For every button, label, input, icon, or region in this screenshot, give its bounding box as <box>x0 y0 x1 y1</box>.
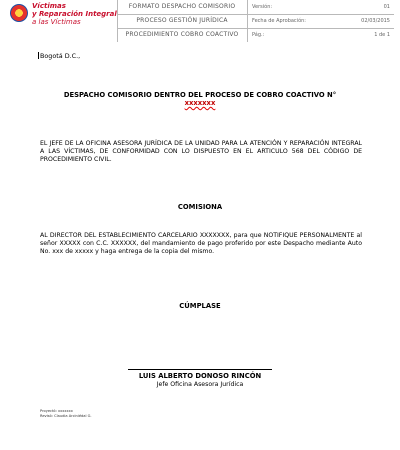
section-commission-heading: COMISIONA <box>177 203 223 211</box>
logo-line-1: Víctimas <box>32 2 66 10</box>
section-comply-heading: CÚMPLASE <box>179 302 221 310</box>
city-text: Bogotá D.C., <box>40 52 81 60</box>
approval-label: Fecha de Aprobación: <box>252 18 306 24</box>
logo-line-2: y Reparación Integral <box>32 10 117 18</box>
city-line[interactable] <box>38 52 80 60</box>
unit-logo-icon <box>10 4 28 22</box>
page-value: 1 de 1 <box>374 32 390 38</box>
logo-cell <box>7 0 118 42</box>
title-text: DESPACHO COMISORIO DENTRO DEL PROCESO DE COBRO COACTIVO N° <box>63 91 337 99</box>
approval-row <box>248 14 394 29</box>
commission-paragraph: AL DIRECTOR DEL ESTABLECIMIENTO CARCELARIO XXXXXXX, para que NOTIFIQUE PERSONALMENTE al señor XXXXX con C.C. XXXXXX, del mandamiento de pago proferido por este Despacho mediante Auto No. xxx de xxxxx y haga entrega de la copia del mismo. <box>40 232 362 255</box>
version-label: Versión: <box>252 4 273 10</box>
signer-role: Jefe Oficina Asesora Jurídica <box>156 381 244 388</box>
document-header <box>7 0 393 42</box>
signer-name: LUIS ALBERTO DONOSO RINCÓN <box>138 372 262 380</box>
text-cursor <box>38 52 39 59</box>
version-value: 01 <box>383 4 390 10</box>
projected-by: Proyectó: xxxxxxx <box>40 409 73 413</box>
header-meta-cell <box>247 0 394 42</box>
intro-paragraph: EL JEFE DE LA OFICINA ASESORA JURÍDICA DE LA UNIDAD PARA LA ATENCIÓN Y REPARACIÓN INTEGRAL A LAS VÍCTIMAS, DE CONFORMIDAD CON LO DISPUESTO EN EL ARTICULO 568 DEL CÓDIGO DE PROCEDIMIENTO CIVIL. <box>40 140 362 163</box>
page-row <box>248 28 394 42</box>
logo-line-3: a las Víctimas <box>32 18 81 26</box>
reviewed-by: Revisó: Claudia Arciniédal G. <box>40 414 92 418</box>
document-title <box>40 91 360 107</box>
process-name: PROCESO GESTIÓN JURÍDICA <box>117 14 247 29</box>
procedure-name: PROCEDIMIENTO COBRO COACTIVO <box>125 31 239 38</box>
page-label: Pág.: <box>252 32 265 38</box>
format-title: FORMATO DESPACHO COMISORIO <box>117 0 247 15</box>
header-title-cell <box>117 0 247 42</box>
signature-line <box>128 369 272 370</box>
title-number: xxxxxxx <box>184 99 216 107</box>
logo-text <box>32 2 116 26</box>
version-row <box>248 0 394 15</box>
approval-value: 02/03/2015 <box>361 18 390 24</box>
